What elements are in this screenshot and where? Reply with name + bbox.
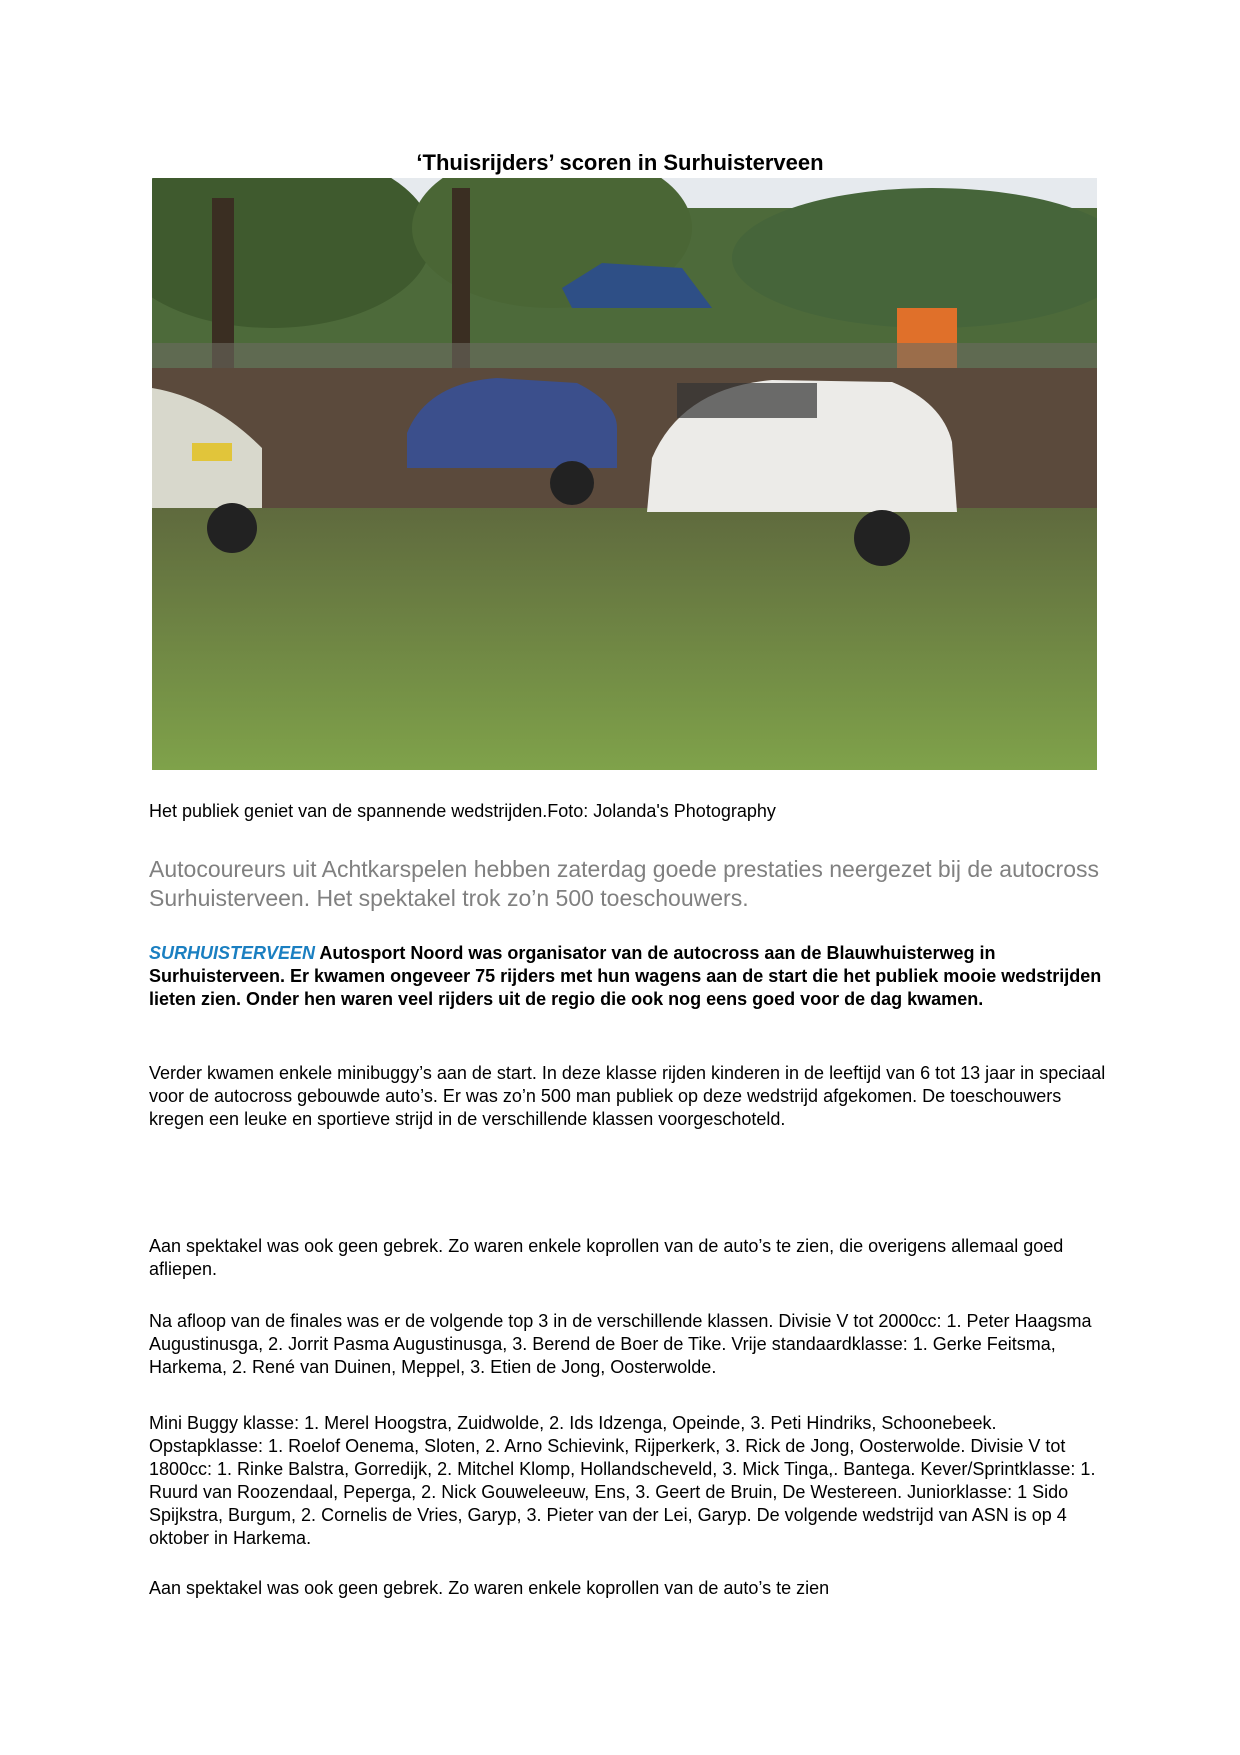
article-lead: Autocoureurs uit Achtkarspelen hebben zaterdag goede prestaties neergezet bij de autocross Surhuisterveen. Het spektakel trok zo’n 500 toeschouwers. [149, 856, 1100, 911]
article-photo [152, 178, 1097, 770]
paragraph: Mini Buggy klasse: 1. Merel Hoogstra, Zuidwolde, 2. Ids Idzenga, Opeinde, 3. Peti Hindriks, Schoonebeek. Opstapklasse: 1. Roelof Oenema, Sloten, 2. Arno Schievink, Rijperkerk, 3. Rick de Jong, Oosterwolde. Divisie V tot 1800cc: 1. Rinke Balstra, Gorredijk, 2. Mitchel Klomp, Hollandscheveld, 3. Mick Tinga,. Bantega. Kever/Sprintklasse: 1. Ruurd van Roozendaal, Peperga, 2. Nick Gouweleeuw, Ens, 3. Geert de Bruin, De Westereen. Juniorklasse: 1 Sido Spijkstra, Burgum, 2. Cornelis de Vries, Garyp, 3. Pieter van der Lei, Garyp. De volgende wedstrijd van ASN is op 4 oktober in Harkema. [149, 1413, 1096, 1548]
photo-caption: Het publiek geniet van de spannende wedstrijden.Foto: Jolanda's Photography [149, 801, 776, 821]
intro-text: Autosport Noord was organisator van de autocross aan de Blauwhuisterweg in Surhuisterveen. Er kwamen ongeveer 75 rijders met hun wagens aan de start die het publiek mooie wedstrijden lieten zien. Onder hen waren veel rijders uit de regio die ook nog eens goed voor de dag kwamen. [149, 943, 1102, 1009]
paragraph: Na afloop van de finales was er de volgende top 3 in de verschillende klassen. Divisie V tot 2000cc: 1. Peter Haagsma Augustinusga, 2. Jorrit Pasma Augustinusga, 3. Berend de Boer de Tike. Vrije standaardklasse: 1. Gerke Feitsma, Harkema, 2. René van Duinen, Meppel, 3. Etien de Jong, Oosterwolde. [149, 1311, 1092, 1377]
autocross-photo [152, 178, 1097, 770]
article-title: ‘Thuisrijders’ scoren in Surhuisterveen [416, 150, 824, 175]
dateline: SURHUISTERVEEN [149, 943, 316, 963]
paragraph: Verder kwamen enkele minibuggy’s aan de start. In deze klasse rijden kinderen in de leeftijd van 6 tot 13 jaar in speciaal voor de autocross gebouwde auto’s. Er was zo’n 500 man publiek op deze wedstrijd afgekomen. De toeschouwers kregen een leuke en sportieve strijd in de verschillende klassen voorgeschoteld. [149, 1063, 1106, 1129]
paragraph: Aan spektakel was ook geen gebrek. Zo waren enkele koprollen van de auto’s te zien, die overigens allemaal goed afliepen. [149, 1236, 1064, 1279]
article-intro [149, 942, 1109, 1011]
paragraph: Aan spektakel was ook geen gebrek. Zo waren enkele koprollen van de auto’s te zien [149, 1578, 830, 1598]
